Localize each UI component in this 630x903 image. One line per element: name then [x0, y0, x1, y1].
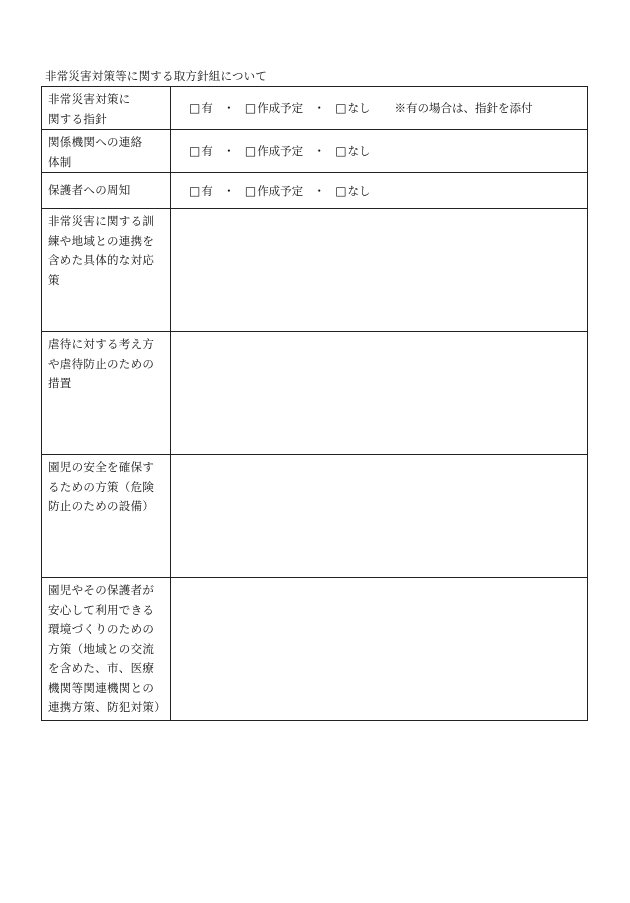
checkbox-icon[interactable]: □	[244, 101, 257, 115]
separator: ・	[223, 101, 235, 115]
label-line: 機関等関連機関との	[48, 680, 155, 695]
option-label: なし	[347, 144, 371, 158]
answer-field[interactable]	[171, 209, 588, 332]
option-planned[interactable]	[245, 100, 303, 116]
checkbox-icon[interactable]: □	[335, 183, 347, 198]
option-label: なし	[347, 101, 371, 115]
checkbox-icon[interactable]: □	[244, 183, 257, 198]
option-label: 作成予定	[257, 101, 304, 115]
row-label	[42, 209, 171, 332]
table-row	[42, 87, 588, 130]
label-line: 関する指針	[48, 111, 107, 126]
separator: ・	[313, 144, 325, 158]
label-line: 保護者への周知	[48, 182, 131, 197]
row-label	[42, 332, 171, 455]
document-title: 非常災害対策等に関する取方針組について	[45, 69, 268, 83]
label-line: 含めた具体的な対応	[48, 253, 155, 267]
separator: ・	[223, 144, 235, 158]
label-line: 園児の安全を確保す	[48, 460, 155, 474]
label-line: を含めた、市、医療	[48, 661, 155, 675]
row-value	[171, 87, 588, 130]
option-none[interactable]	[335, 100, 370, 116]
row-label	[42, 173, 171, 209]
option-label: 有	[201, 183, 213, 198]
label-line: 策	[48, 272, 60, 287]
option-label: 作成予定	[257, 183, 304, 198]
checkbox-icon[interactable]: □	[189, 101, 201, 115]
label-line: 関係機関への連絡	[48, 135, 143, 149]
label-line: 体制	[48, 154, 72, 169]
checkbox-icon[interactable]: □	[189, 144, 201, 158]
label-line: 措置	[48, 376, 72, 390]
option-group	[171, 100, 587, 116]
label-line: 安心して利用できる	[48, 602, 155, 617]
row-label	[42, 455, 171, 578]
answer-field[interactable]	[171, 578, 588, 721]
checkbox-icon[interactable]: □	[335, 101, 347, 115]
table-row	[42, 332, 588, 455]
checkbox-icon[interactable]: □	[335, 144, 347, 158]
option-group	[171, 183, 587, 199]
table-row	[42, 173, 588, 209]
separator: ・	[313, 183, 325, 198]
option-planned[interactable]	[245, 143, 303, 159]
row-value	[171, 173, 588, 209]
row-label	[42, 87, 171, 130]
label-line: 方策（地域との交流	[48, 641, 155, 656]
row-value	[171, 130, 588, 173]
option-none[interactable]	[335, 183, 370, 199]
option-group	[171, 143, 587, 159]
label-line: 虐待に対する考え方	[48, 337, 155, 351]
label-line: 非常災害対策に	[48, 92, 131, 106]
option-planned[interactable]	[245, 183, 303, 199]
option-label: 作成予定	[257, 144, 304, 158]
option-none[interactable]	[335, 143, 370, 159]
label-line: や虐待防止のための	[48, 356, 155, 371]
attachment-note: ※有の場合は、指針を添付	[394, 101, 533, 115]
row-label	[42, 578, 171, 721]
answer-field[interactable]	[171, 332, 588, 455]
separator: ・	[313, 101, 325, 115]
row-label	[42, 130, 171, 173]
label-line: 非常災害に関する訓	[48, 214, 155, 228]
table-row	[42, 130, 588, 173]
checkbox-icon[interactable]: □	[189, 183, 201, 198]
label-line: るための方策（危険	[48, 479, 155, 494]
table-row	[42, 209, 588, 332]
label-line: 連携方策、防犯対策）	[48, 700, 166, 714]
option-yes[interactable]	[189, 143, 213, 159]
checkbox-icon[interactable]: □	[244, 144, 257, 158]
option-label: なし	[347, 183, 371, 198]
label-line: 環境づくりのための	[48, 622, 155, 636]
option-yes[interactable]	[189, 100, 213, 116]
option-label: 有	[201, 144, 213, 158]
label-line: 防止のための設備）	[48, 499, 155, 513]
label-line: 練や地域との連携を	[48, 233, 155, 248]
separator: ・	[223, 183, 235, 198]
option-yes[interactable]	[189, 183, 213, 199]
label-line: 園児やその保護者が	[48, 583, 155, 597]
policy-form-table	[41, 86, 588, 721]
answer-field[interactable]	[171, 455, 588, 578]
option-label: 有	[201, 101, 213, 115]
table-row	[42, 455, 588, 578]
table-row	[42, 578, 588, 721]
